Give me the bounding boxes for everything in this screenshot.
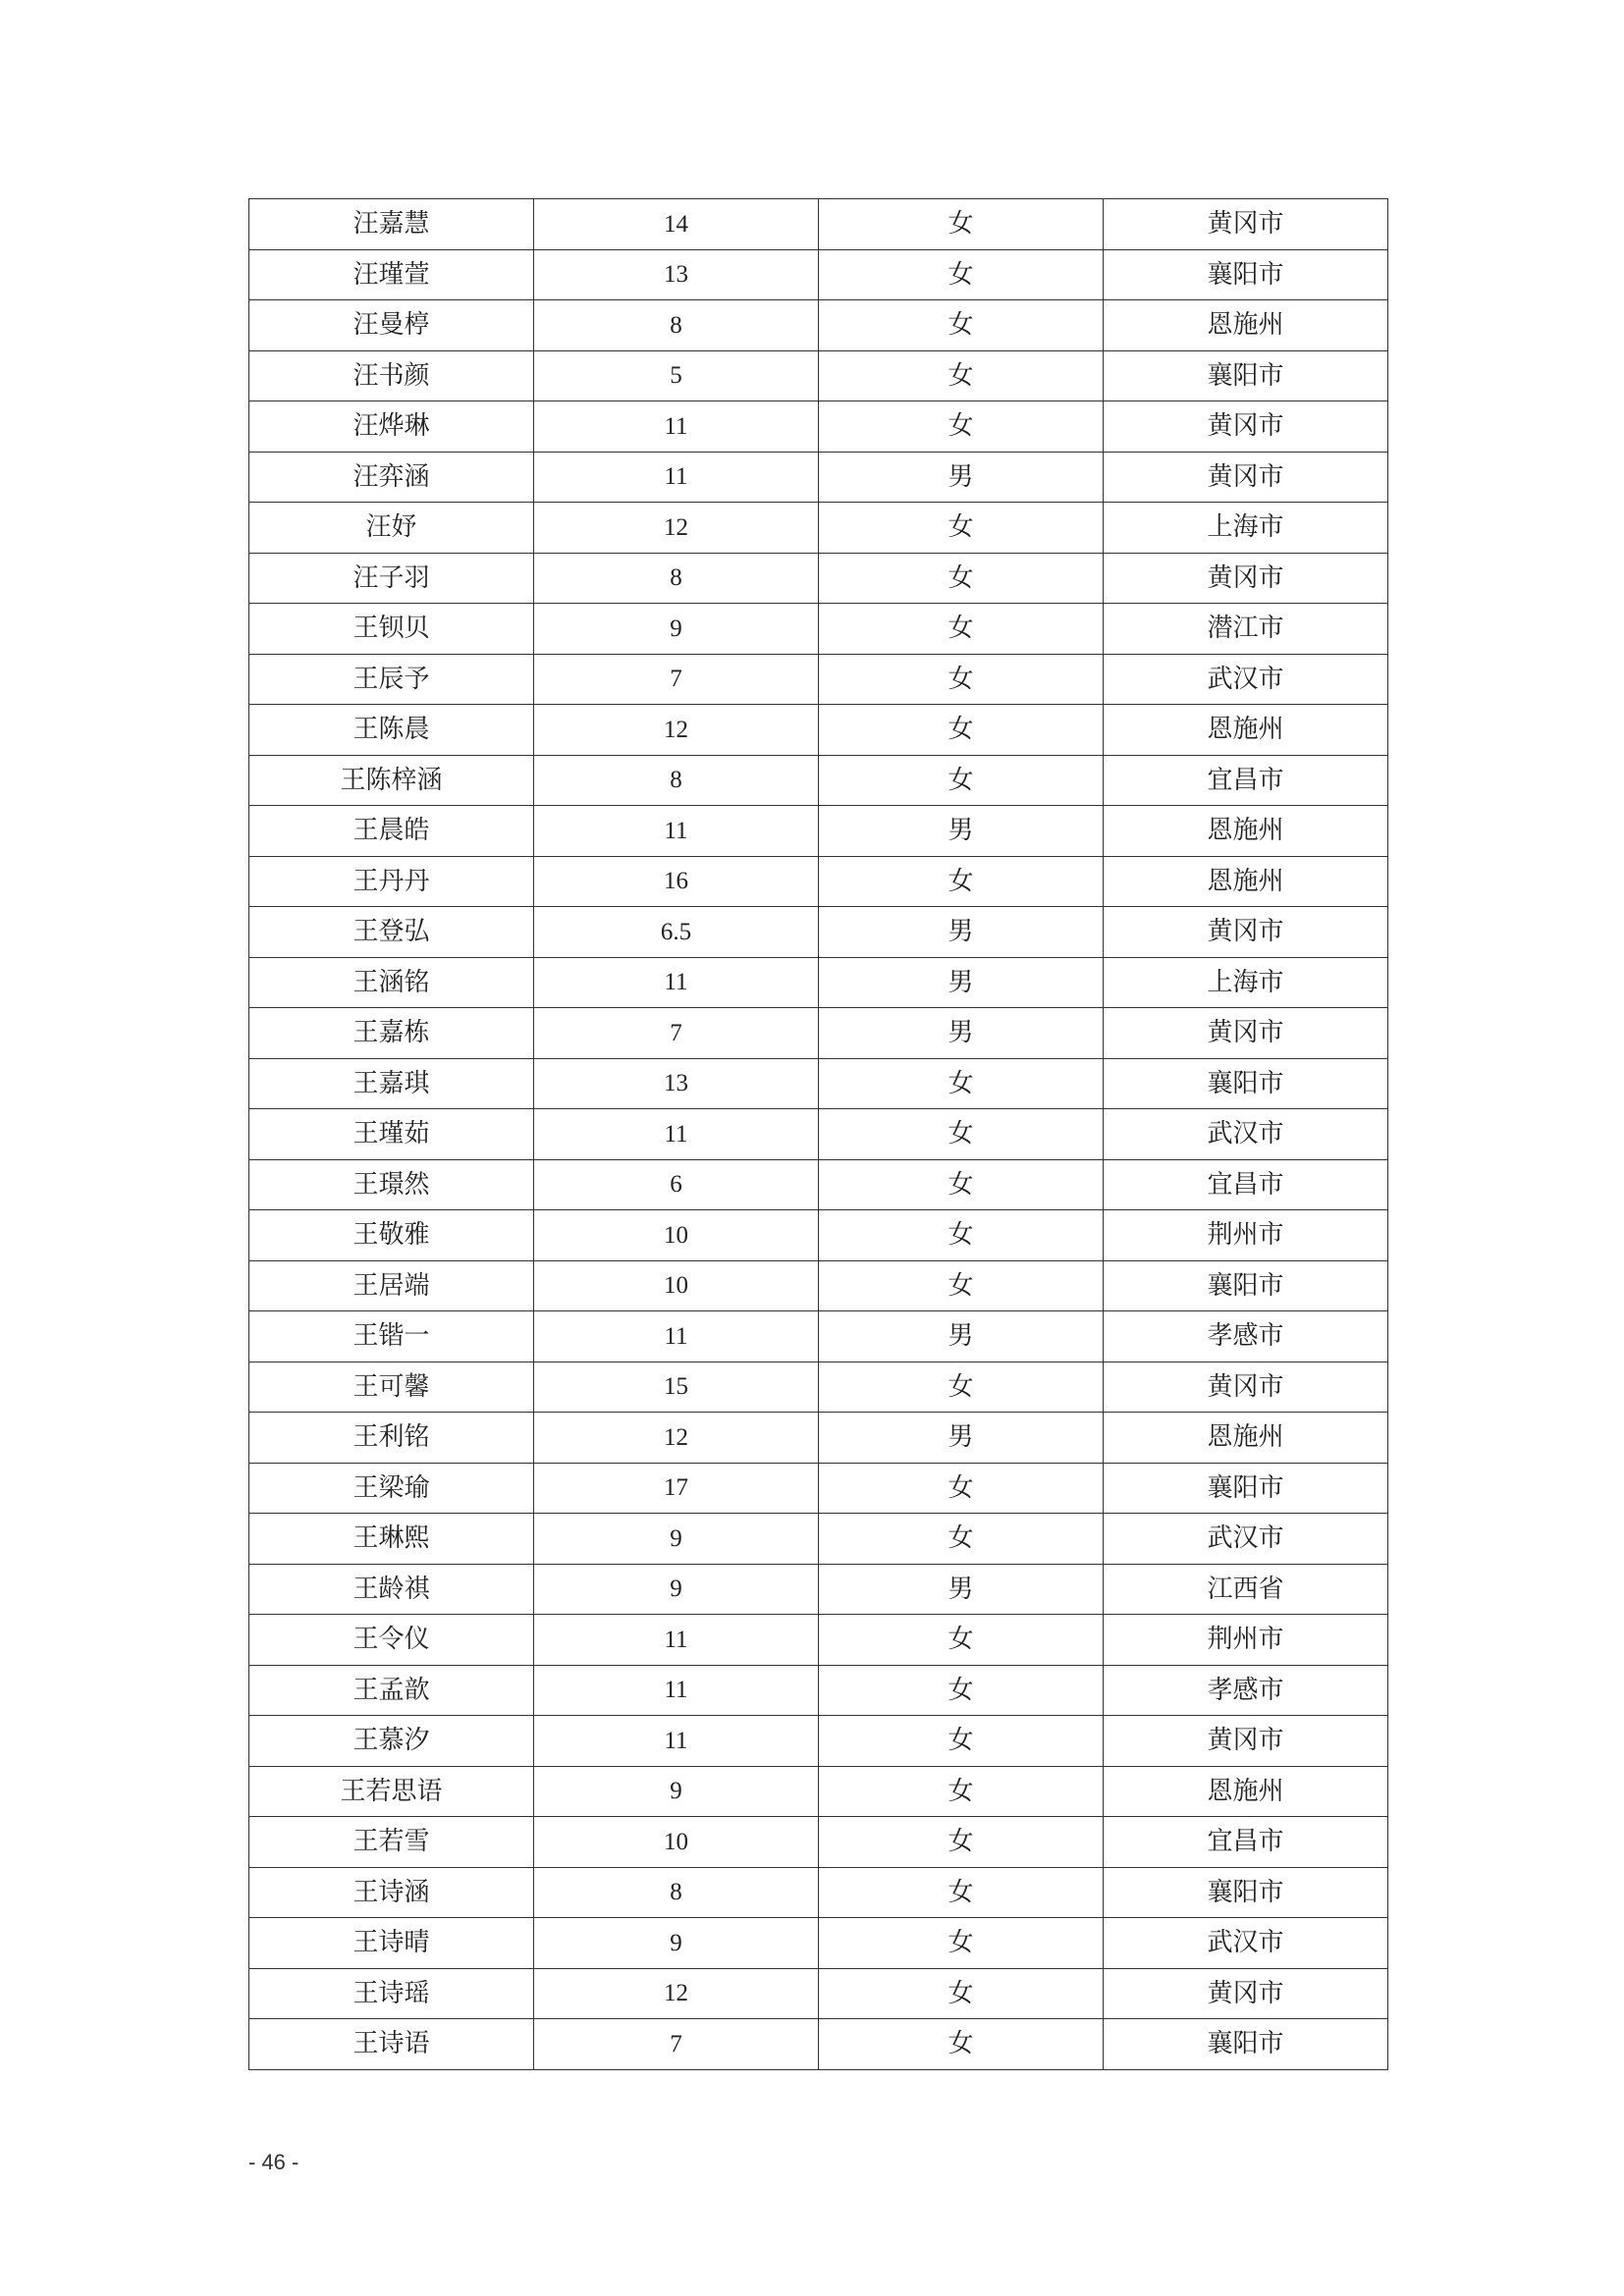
age-cell: 8	[534, 755, 819, 806]
table-row	[249, 503, 1388, 554]
name-cell: 王居端	[249, 1260, 534, 1311]
region-cell: 襄阳市	[1104, 1260, 1388, 1311]
region-cell: 恩施州	[1104, 1766, 1388, 1817]
table-row	[249, 1109, 1388, 1160]
name-cell: 王陈晨	[249, 705, 534, 756]
name-cell: 汪子羽	[249, 553, 534, 604]
gender-cell: 女	[819, 1918, 1104, 1969]
table-row	[249, 1564, 1388, 1615]
gender-cell: 女	[819, 350, 1104, 401]
name-cell: 王涵铭	[249, 957, 534, 1008]
table-row	[249, 1867, 1388, 1918]
age-cell: 11	[534, 1615, 819, 1666]
name-cell: 王辰予	[249, 654, 534, 705]
region-cell: 恩施州	[1104, 856, 1388, 907]
region-cell: 黄冈市	[1104, 401, 1388, 453]
age-cell: 12	[534, 1413, 819, 1464]
name-cell: 汪书颜	[249, 350, 534, 401]
table-row	[249, 1210, 1388, 1261]
name-cell: 王琳熙	[249, 1514, 534, 1565]
gender-cell: 女	[819, 604, 1104, 655]
region-cell: 恩施州	[1104, 300, 1388, 351]
gender-cell: 女	[819, 1514, 1104, 1565]
table-row	[249, 1968, 1388, 2019]
gender-cell: 男	[819, 907, 1104, 958]
name-cell: 王若雪	[249, 1817, 534, 1868]
gender-cell: 女	[819, 654, 1104, 705]
table-row	[249, 856, 1388, 907]
name-cell: 王令仪	[249, 1615, 534, 1666]
table-row	[249, 1615, 1388, 1666]
region-cell: 襄阳市	[1104, 1058, 1388, 1109]
age-cell: 9	[534, 1766, 819, 1817]
name-cell: 王陈梓涵	[249, 755, 534, 806]
name-cell: 汪曼楟	[249, 300, 534, 351]
name-cell: 王丹丹	[249, 856, 534, 907]
table-row	[249, 401, 1388, 453]
gender-cell: 女	[819, 1968, 1104, 2019]
table-row	[249, 604, 1388, 655]
age-cell: 9	[534, 604, 819, 655]
age-cell: 12	[534, 705, 819, 756]
region-cell: 宜昌市	[1104, 755, 1388, 806]
age-cell: 10	[534, 1817, 819, 1868]
name-cell: 汪烨琳	[249, 401, 534, 453]
gender-cell: 女	[819, 1058, 1104, 1109]
table-row	[249, 300, 1388, 351]
table-row	[249, 957, 1388, 1008]
gender-cell: 男	[819, 1413, 1104, 1464]
name-cell: 汪嘉慧	[249, 199, 534, 250]
gender-cell: 男	[819, 957, 1104, 1008]
region-cell: 恩施州	[1104, 806, 1388, 857]
age-cell: 6.5	[534, 907, 819, 958]
name-cell: 汪瑾萱	[249, 249, 534, 300]
gender-cell: 女	[819, 249, 1104, 300]
name-cell: 王若思语	[249, 1766, 534, 1817]
age-cell: 7	[534, 2019, 819, 2070]
name-cell: 王慕汐	[249, 1716, 534, 1767]
region-cell: 武汉市	[1104, 1514, 1388, 1565]
gender-cell: 女	[819, 1159, 1104, 1210]
name-cell: 王登弘	[249, 907, 534, 958]
region-cell: 孝感市	[1104, 1665, 1388, 1716]
gender-cell: 女	[819, 1210, 1104, 1261]
participant-table-body	[249, 199, 1388, 2070]
region-cell: 黄冈市	[1104, 452, 1388, 503]
table-row	[249, 1008, 1388, 1059]
name-cell: 王钡贝	[249, 604, 534, 655]
participant-table	[248, 198, 1388, 2070]
name-cell: 王诗晴	[249, 1918, 534, 1969]
region-cell: 荆州市	[1104, 1210, 1388, 1261]
age-cell: 7	[534, 654, 819, 705]
age-cell: 16	[534, 856, 819, 907]
gender-cell: 女	[819, 1867, 1104, 1918]
gender-cell: 女	[819, 705, 1104, 756]
age-cell: 7	[534, 1008, 819, 1059]
gender-cell: 女	[819, 1817, 1104, 1868]
age-cell: 8	[534, 1867, 819, 1918]
age-cell: 8	[534, 300, 819, 351]
age-cell: 11	[534, 957, 819, 1008]
table-row	[249, 755, 1388, 806]
table-row	[249, 1817, 1388, 1868]
name-cell: 王诗涵	[249, 1867, 534, 1918]
age-cell: 13	[534, 1058, 819, 1109]
region-cell: 武汉市	[1104, 1918, 1388, 1969]
table-row	[249, 199, 1388, 250]
gender-cell: 男	[819, 806, 1104, 857]
region-cell: 宜昌市	[1104, 1817, 1388, 1868]
table-row	[249, 1413, 1388, 1464]
table-row	[249, 1716, 1388, 1767]
gender-cell: 女	[819, 1665, 1104, 1716]
gender-cell: 女	[819, 755, 1104, 806]
name-cell: 王利铭	[249, 1413, 534, 1464]
gender-cell: 女	[819, 1109, 1104, 1160]
region-cell: 恩施州	[1104, 1413, 1388, 1464]
table-row	[249, 249, 1388, 300]
name-cell: 王瑾茹	[249, 1109, 534, 1160]
gender-cell: 女	[819, 1615, 1104, 1666]
region-cell: 恩施州	[1104, 705, 1388, 756]
gender-cell: 男	[819, 452, 1104, 503]
table-row	[249, 1918, 1388, 1969]
table-row	[249, 1665, 1388, 1716]
name-cell: 王孟歆	[249, 1665, 534, 1716]
age-cell: 9	[534, 1514, 819, 1565]
gender-cell: 男	[819, 1311, 1104, 1362]
age-cell: 12	[534, 1968, 819, 2019]
region-cell: 黄冈市	[1104, 1716, 1388, 1767]
age-cell: 5	[534, 350, 819, 401]
age-cell: 12	[534, 503, 819, 554]
table-row	[249, 1463, 1388, 1514]
age-cell: 6	[534, 1159, 819, 1210]
name-cell: 王嘉栋	[249, 1008, 534, 1059]
gender-cell: 女	[819, 503, 1104, 554]
gender-cell: 女	[819, 1362, 1104, 1413]
age-cell: 9	[534, 1918, 819, 1969]
name-cell: 王璟然	[249, 1159, 534, 1210]
age-cell: 9	[534, 1564, 819, 1615]
gender-cell: 女	[819, 1260, 1104, 1311]
age-cell: 11	[534, 1665, 819, 1716]
table-row	[249, 2019, 1388, 2070]
region-cell: 孝感市	[1104, 1311, 1388, 1362]
gender-cell: 男	[819, 1564, 1104, 1615]
table-row	[249, 1362, 1388, 1413]
region-cell: 武汉市	[1104, 1109, 1388, 1160]
name-cell: 王敬雅	[249, 1210, 534, 1261]
region-cell: 襄阳市	[1104, 2019, 1388, 2070]
age-cell: 13	[534, 249, 819, 300]
region-cell: 襄阳市	[1104, 1463, 1388, 1514]
table-row	[249, 1159, 1388, 1210]
region-cell: 上海市	[1104, 503, 1388, 554]
age-cell: 10	[534, 1210, 819, 1261]
name-cell: 王可馨	[249, 1362, 534, 1413]
age-cell: 14	[534, 199, 819, 250]
region-cell: 黄冈市	[1104, 1008, 1388, 1059]
name-cell: 王梁瑜	[249, 1463, 534, 1514]
region-cell: 江西省	[1104, 1564, 1388, 1615]
table-row	[249, 1514, 1388, 1565]
age-cell: 11	[534, 452, 819, 503]
table-row	[249, 1311, 1388, 1362]
gender-cell: 女	[819, 553, 1104, 604]
region-cell: 宜昌市	[1104, 1159, 1388, 1210]
region-cell: 襄阳市	[1104, 1867, 1388, 1918]
gender-cell: 女	[819, 199, 1104, 250]
name-cell: 王锴一	[249, 1311, 534, 1362]
gender-cell: 女	[819, 856, 1104, 907]
table-row	[249, 907, 1388, 958]
gender-cell: 女	[819, 2019, 1104, 2070]
table-row	[249, 806, 1388, 857]
name-cell: 汪妤	[249, 503, 534, 554]
region-cell: 上海市	[1104, 957, 1388, 1008]
table-row	[249, 1766, 1388, 1817]
age-cell: 15	[534, 1362, 819, 1413]
name-cell: 王龄祺	[249, 1564, 534, 1615]
table-row	[249, 1260, 1388, 1311]
age-cell: 11	[534, 1716, 819, 1767]
gender-cell: 女	[819, 1716, 1104, 1767]
name-cell: 王诗瑶	[249, 1968, 534, 2019]
region-cell: 襄阳市	[1104, 350, 1388, 401]
age-cell: 8	[534, 553, 819, 604]
table-row	[249, 553, 1388, 604]
region-cell: 潜江市	[1104, 604, 1388, 655]
table-row	[249, 350, 1388, 401]
gender-cell: 女	[819, 401, 1104, 453]
table-row	[249, 705, 1388, 756]
name-cell: 王嘉琪	[249, 1058, 534, 1109]
gender-cell: 女	[819, 300, 1104, 351]
region-cell: 黄冈市	[1104, 199, 1388, 250]
table-row	[249, 1058, 1388, 1109]
region-cell: 黄冈市	[1104, 907, 1388, 958]
name-cell: 汪弈涵	[249, 452, 534, 503]
age-cell: 11	[534, 401, 819, 453]
age-cell: 10	[534, 1260, 819, 1311]
name-cell: 王晨皓	[249, 806, 534, 857]
age-cell: 11	[534, 1311, 819, 1362]
gender-cell: 女	[819, 1463, 1104, 1514]
region-cell: 黄冈市	[1104, 1362, 1388, 1413]
gender-cell: 女	[819, 1766, 1104, 1817]
region-cell: 黄冈市	[1104, 553, 1388, 604]
gender-cell: 男	[819, 1008, 1104, 1059]
table-row	[249, 654, 1388, 705]
page-number: - 46 -	[248, 2150, 299, 2174]
age-cell: 11	[534, 806, 819, 857]
region-cell: 黄冈市	[1104, 1968, 1388, 2019]
region-cell: 武汉市	[1104, 654, 1388, 705]
region-cell: 荆州市	[1104, 1615, 1388, 1666]
region-cell: 襄阳市	[1104, 249, 1388, 300]
name-cell: 王诗语	[249, 2019, 534, 2070]
age-cell: 17	[534, 1463, 819, 1514]
table-row	[249, 452, 1388, 503]
age-cell: 11	[534, 1109, 819, 1160]
